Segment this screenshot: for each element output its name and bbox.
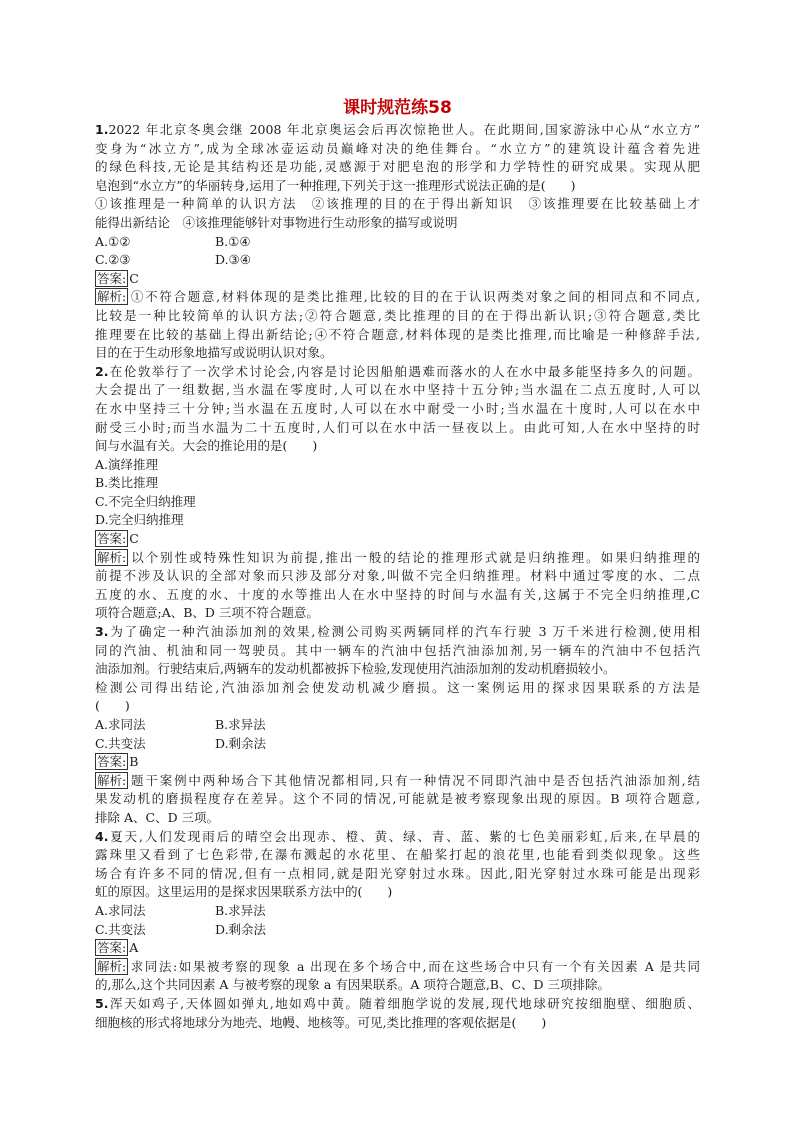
analysis-line: 推理要在比较的基础上得出新结论;④不符合题意,材料体现的是类比推理,而比喻是一种修辞手法, (95, 326, 700, 342)
question-text-line: 同的汽油、机油和同一驾驶员。其中一辆车的汽油中包括汽油添加剂,另一辆车的汽油中不包括汽 (95, 642, 700, 658)
question-text-line: 1.2022 年北京冬奥会继 2008 年北京奥运会后再次惊艳世人。在此期间,国家游泳中心从“水立方” (95, 122, 700, 137)
question-text-line: 皂泡到“水立方”的华丽转身,运用了一种推理,下列关于这一推理形式说法正确的是( ) (95, 177, 576, 193)
question-number: 5. (95, 995, 109, 1011)
analysis-line: 排除 A、C、D 三项。 (95, 809, 220, 825)
question-text-line: 2.在伦敦举行了一次学术讨论会,内容是讨论因船舶遇难而落水的人在水中最多能坚持多久的问题。 (95, 363, 700, 379)
options-row (95, 902, 700, 921)
question-1 (95, 121, 700, 363)
answer-line (95, 939, 700, 958)
analysis-line: 解析: 求同法:如果被考察的现象 a 出现在多个场合中,而在这些场合中只有一个有关因素 A 是共同 (97, 958, 700, 974)
question-3 (95, 623, 700, 828)
analysis-label: 解析: (97, 549, 127, 565)
question-5 (95, 995, 700, 1032)
option-a: A.演绎推理 (95, 456, 159, 472)
option-c: C.共变法 (95, 735, 146, 751)
page-title: 课时规范练58 (343, 98, 452, 118)
question-text-line: 能得出新结论 ④该推理能够针对事物进行生动形象的描写或说明 (95, 214, 458, 230)
options-row (95, 233, 700, 252)
option-b: B.类比推理 (95, 475, 159, 491)
answer-value: A (129, 940, 139, 956)
option-a: A.①② (95, 233, 131, 249)
options-row (95, 251, 700, 270)
option-d: D.剩余法 (215, 921, 267, 937)
answer-value: B (129, 754, 139, 770)
question-text-line: 间与水温有关。大会的推论用的是( ) (95, 438, 318, 454)
worksheet-page (95, 97, 700, 1032)
option-d: D.剩余法 (215, 735, 267, 751)
question-4 (95, 828, 700, 995)
analysis-line: 的,那么,这个共同因素 A 与被考察的现象 a 有因果联系。A 项符合题意,B、C、D 三项排除。 (95, 977, 611, 993)
analysis-label: 解析: (97, 958, 127, 974)
option-c: C.②③ (95, 252, 131, 268)
option-b: B.求异法 (215, 717, 266, 732)
question-number: 4. (95, 828, 109, 844)
question-text-line: 露珠里又看到了七色彩带,在瀑布溅起的水花里、在船桨打起的浪花里,也能看到类似现象。这些 (95, 847, 700, 863)
answer-line (95, 753, 700, 772)
question-text-line: 5.浑天如鸡子,天体圆如弹丸,地如鸡中黄。随着细胞学说的发展,现代地球研究按细胞壁、细胞质、 (95, 995, 700, 1011)
question-text-line: 虹的原因。这里运用的是探求因果联系方法中的( ) (95, 884, 393, 900)
options-row (95, 921, 700, 940)
question-text-line: 大会提出了一组数据,当水温在零度时,人可以在水中坚持十五分钟;当水温在二点五度时,人可以 (95, 382, 700, 398)
question-text-line: ①该推理是一种简单的认识方法 ②该推理的目的在于得出新知识 ③该推理要在比较基础上才 (95, 196, 700, 212)
question-text-line: 的绿色科技,无论是其结构还是功能,灵感源于对肥皂泡的形学和力学特性的研究成果。实现从肥 (95, 159, 700, 175)
option-a: A.求同法 (95, 902, 146, 918)
option-c: C.共变法 (95, 921, 146, 937)
options-row (95, 716, 700, 735)
analysis-line: 项符合题意;A、B、D 三项不符合题意。 (95, 605, 319, 621)
analysis-line: 五度的水、五度的水、十度的水等推出人在水中坚持的时间与水温有关,这属于不完全归纳推理,C (95, 586, 700, 602)
answer-label: 答案: (97, 270, 127, 286)
question-text-line: 耐受三小时;而当水温为二十五度时,人们可以在水中活一昼夜以上。由此可知,人在水中坚持的时 (95, 419, 700, 435)
question-number: 3. (95, 624, 109, 640)
analysis-line: 解析: ①不符合题意,材料体现的是类比推理,比较的目的在于认识两类对象之间的相同点和不同点, (97, 289, 700, 305)
answer-line (95, 270, 700, 289)
analysis-line: 果发动机的磨损程度存在差异。这个不同的情况,可能就是被考察现象出现的原因。B 项符合题意, (95, 791, 700, 807)
analysis-line: 解析: 题干案例中两种场合下其他情况都相同,只有一种情况不同即汽油中是否包括汽油添加剂,结 (97, 772, 700, 788)
answer-label: 答案: (97, 754, 127, 770)
question-text-line: 变身为“冰立方”,成为全球冰壶运动员巅峰对决的绝佳舞台。“水立方”的建筑设计蕴含着先进 (95, 140, 700, 156)
analysis-label: 解析: (97, 289, 127, 305)
question-text-line: ( ) (95, 698, 130, 714)
answer-value: C (129, 270, 139, 286)
question-2 (95, 363, 700, 623)
analysis-line: 前提不涉及认识的全部对象而只涉及部分对象,叫做不完全归纳推理。材料中通过零度的水、二点 (95, 568, 700, 584)
option-d: D.完全归纳推理 (95, 512, 184, 528)
option-c: C.不完全归纳推理 (95, 493, 196, 509)
question-text-line: 4.夏天,人们发现雨后的晴空会出现赤、橙、黄、绿、青、蓝、紫的七色美丽彩虹,后来,在早晨的 (95, 828, 700, 844)
options-row (95, 735, 700, 754)
question-number: 1. (95, 122, 109, 137)
question-text-line: 油添加剂。行驶结束后,两辆车的发动机都被拆下检验,发现使用汽油添加剂的发动机磨损较小。 (95, 661, 616, 677)
option-a: A.求同法 (95, 717, 146, 732)
question-text-line: 3.为了确定一种汽油添加剂的效果,检测公司购买两辆同样的汽车行驶 3 万千米进行检测,使用相 (95, 624, 700, 640)
question-text-line: 在水中坚持三十分钟;当水温在五度时,人可以在水中耐受一小时;当水温在十度时,人可以在水中 (95, 400, 700, 416)
question-text-line: 检测公司得出结论,汽油添加剂会使发动机减少磨损。这一案例运用的探求因果联系的方法是 (95, 679, 700, 695)
analysis-line: 比较是一种比较简单的认识方法;②符合题意,类比推理的目的在于得出新认识;③符合题意,类比 (95, 307, 700, 323)
answer-label: 答案: (97, 531, 127, 547)
analysis-line: 解析: 以个别性或特殊性知识为前提,推出一般的结论的推理形式就是归纳推理。如果归纳推理的 (97, 549, 700, 565)
question-number: 2. (95, 363, 109, 379)
question-text-line: 场合有许多不同的情况,但有一点相同,就是阳光穿射过水珠。因此,阳光穿射过水珠可能是出现彩 (95, 865, 700, 881)
analysis-label: 解析: (97, 772, 127, 788)
analysis-line: 目的在于生动形象地描写或说明认识对象。 (95, 345, 333, 361)
answer-label: 答案: (97, 940, 127, 956)
answer-value: C (129, 531, 139, 547)
option-d: D.③④ (215, 252, 251, 268)
answer-line (95, 530, 700, 549)
question-text-line: 细胞核的形式将地球分为地壳、地幔、地核等。可见,类比推理的客观依据是( ) (95, 1014, 547, 1030)
option-b: B.①④ (215, 233, 251, 249)
option-b: B.求异法 (215, 902, 266, 918)
